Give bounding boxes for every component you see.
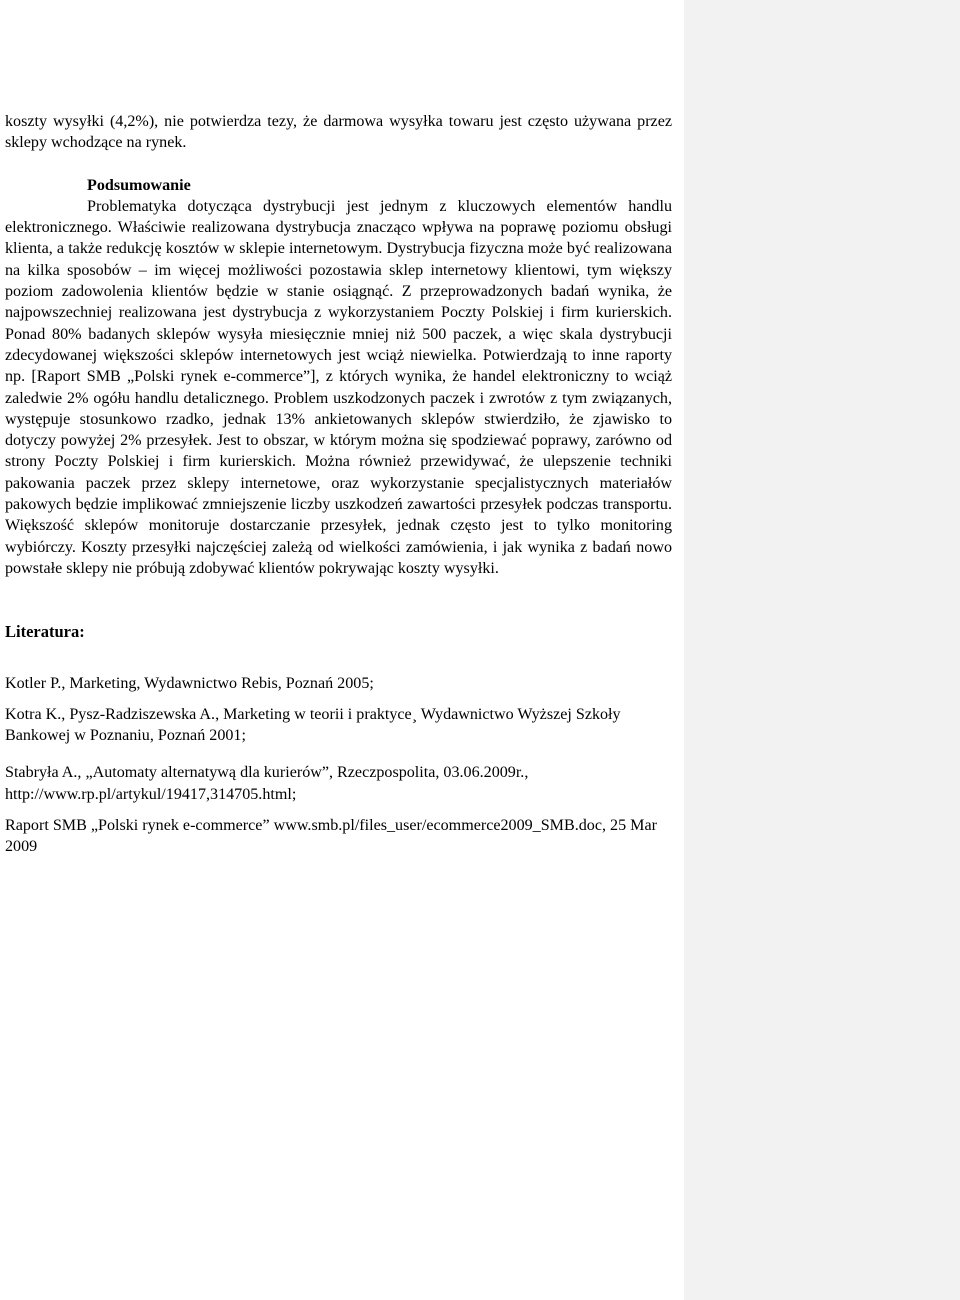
reference-item: Kotra K., Pysz-Radziszewska A., Marketing w teorii i praktyce¸ Wydawnictwo Wyższej Szkoły Bankowej w Poznaniu, Poznań 2001; bbox=[5, 705, 621, 745]
comment-margin-panel bbox=[684, 0, 960, 1300]
reference-item: Stabryła A., „Automaty alternatywą dla kurierów”, Rzeczpospolita, 03.06.2009r., http://www.rp.pl/artykul/19417,314705.html; bbox=[5, 764, 529, 803]
literature-heading: Literatura: bbox=[5, 622, 85, 642]
reference-list bbox=[5, 673, 672, 858]
summary-paragraph: Problematyka dotycząca dystrybucji jest jednym z kluczowych elementów handlu elektronicznego. Właściwie realizowana dystrybucja znacząco wpływa na poprawę poziomu obsługi klienta, a także redukcję kosztów w sklepie internetowym. Dystrybucja fizyczna może być realizowana na kilka sposobów – im więcej możliwości pozostawia sklep internetowy klientowi, tym większy poziom zadowolenia klientów będzie w stanie osiągnąć. Z przeprowadzonych badań wynika, że najpowszechniej realizowana jest dystrybucja z wykorzystaniem Poczty Polskiej i firm kurierskich. Ponad 80% badanych sklepów wysyła miesięcznie mniej niż 500 paczek, a więc skala dystrybucji zdecydowanej większości sklepów internetowych jest wciąż niewielka. Potwierdzają to inne raporty np. [Raport SMB „Polski rynek e-commerce”], z których wynika, że handel elektroniczny to wciąż zaledwie 2% ogółu handlu detalicznego. Problem uszkodzonych paczek i zwrotów z tym związanych, występuje stosunkowo rzadko, jednak 13% ankietowanych sklepów stwierdziło, że zjawisko to dotyczy powyżej 2% przesyłek. Jest to obszar, w którym można się spodziewać poprawy, zarówno od strony Poczty Polskiej i firm kurierskich. Można również przewidywać, że ulepszenie techniki pakowania paczek przez sklepy internetowe, oraz wykorzystanie specjalistycznych materiałów pakowych będzie implikować zmniejszenie liczby uszkodzeń zawartości przesyłek podczas transportu. Większość sklepów monitoruje dostarczanie przesyłek, jednak często jest to tylko monitoring wybiórczy. Koszty przesyłki najczęściej zależą od wielkości zamówienia, i jak wynika z badań nowo powstałe sklepy nie próbują zdobywać klientów pokrywając koszty wysyłki. bbox=[5, 197, 672, 577]
reference-item: Raport SMB „Polski rynek e-commerce” www.smb.pl/files_user/ecommerce2009_SMB.doc, 25 Mar 2009 bbox=[5, 817, 657, 856]
intro-paragraph: koszty wysyłki (4,2%), nie potwierdza tezy, że darmowa wysyłka towaru jest często używana przez sklepy wchodzące na rynek. bbox=[5, 113, 672, 152]
document-body bbox=[5, 111, 672, 868]
summary-heading: Podsumowanie bbox=[87, 176, 191, 194]
summary-section bbox=[5, 175, 672, 580]
reference-item: Kotler P., Marketing, Wydawnictwo Rebis, Poznań 2005; bbox=[5, 674, 374, 692]
